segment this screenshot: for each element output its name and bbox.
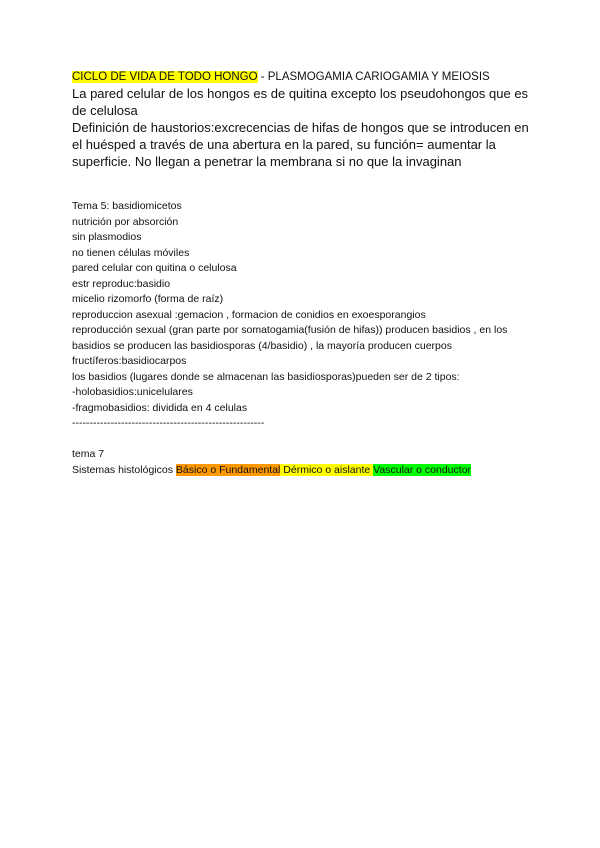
cell-wall-paragraph: La pared celular de los hongos es de quitina excepto los pseudohongos que es de celulosa	[72, 86, 529, 118]
text-line: nutrición por absorción	[72, 215, 179, 228]
text-line: estr reproduc:basidio	[72, 277, 171, 290]
tema7-section	[72, 447, 542, 478]
histological-systems-prefix: Sistemas histológicos	[72, 463, 176, 476]
tema5-section	[72, 199, 532, 432]
life-cycle-title	[72, 70, 532, 85]
life-cycle-title-highlight: CICLO DE VIDA DE TODO HONGO	[72, 71, 258, 83]
separator-line: -------------------------------------------------------	[72, 417, 265, 429]
text-line: no tienen células móviles	[72, 246, 190, 259]
basic-system-highlight: Básico o Fundamental	[175, 463, 281, 476]
text-line: micelio rizomorfo (forma de raíz)	[72, 293, 224, 305]
text-line: sin plasmodios	[72, 231, 142, 243]
text-line: pared celular con quitina o celulosa	[72, 262, 237, 274]
life-cycle-title-rest: - PLASMOGAMIA CARIOGAMIA Y MEIOSIS	[257, 71, 490, 83]
dermal-system-highlight: Dérmico o aislante	[280, 463, 374, 476]
text-line: los basidios (lugares donde se almacenan las basidiosporas)pueden ser de 2 tipos:	[72, 370, 460, 383]
text-line: reproduccion asexual :gemacion , formacion de conidios en exoesporangios	[72, 308, 426, 321]
tema7-heading: tema 7	[72, 448, 105, 460]
text-line: -holobasidios:unicelulares	[72, 386, 193, 398]
haustorios-paragraph: Definición de haustorios:excrecencias de hifas de hongos que se introducen en el huésped a través de una abertura en la pared, su función= aumentar la superficie. No llegan a penetrar la membrana si no que la invaginan	[72, 120, 529, 169]
histological-systems-line	[72, 463, 542, 479]
vascular-system-highlight: Vascular o conductor	[373, 463, 472, 476]
sexual-reproduction-paragraph: reproducción sexual (gran parte por somatogamia(fusión de hifas)) producen basidios , en los basidios se producen las basidiosporas (4/basidio) , la mayoría producen cuerpos fructíferos:basidiocarpos	[72, 324, 508, 367]
text-line: -fragmobasidios: dividida en 4 celulas	[72, 401, 248, 414]
fungi-life-cycle-section	[72, 70, 532, 170]
tema5-heading: Tema 5: basidiomicetos	[72, 200, 182, 212]
